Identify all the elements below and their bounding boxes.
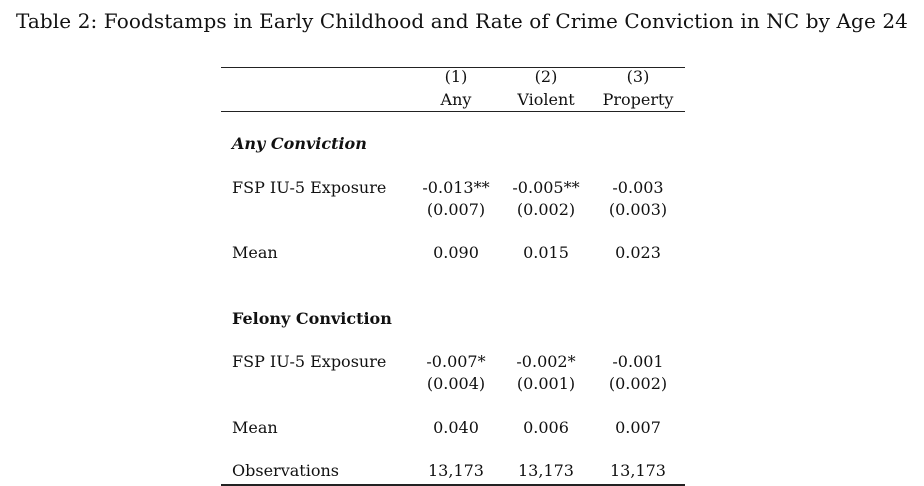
column-number-3: (3) <box>626 67 650 86</box>
mean-cell: 0.090 <box>433 243 479 262</box>
row-label-observations: Observations <box>232 461 339 480</box>
std-error-cell: (0.003) <box>608 200 668 219</box>
coefficient-cell: -0.003 <box>612 178 664 197</box>
std-error-cell: (0.002) <box>608 374 668 393</box>
observations-cell: 13,173 <box>428 461 484 480</box>
row-label-mean: Mean <box>232 418 278 437</box>
coefficient-cell: -0.007* <box>426 352 486 371</box>
column-number-2: (2) <box>534 67 558 86</box>
std-error-cell: (0.007) <box>426 200 486 219</box>
column-name-3: Property <box>602 90 674 109</box>
mean-cell: 0.007 <box>615 418 661 437</box>
mean-cell: 0.040 <box>433 418 479 437</box>
panel-title-felony-conviction: Felony Conviction <box>232 309 392 328</box>
std-error-cell: (0.002) <box>516 200 576 219</box>
coefficient-cell: -0.013** <box>422 178 490 197</box>
mean-cell: 0.015 <box>523 243 569 262</box>
coefficient-cell: -0.002* <box>516 352 576 371</box>
header-rule <box>221 111 685 112</box>
panel-title-any-conviction: Any Conviction <box>232 134 367 153</box>
row-label-exposure: FSP IU-5 Exposure <box>232 352 387 371</box>
mean-cell: 0.023 <box>615 243 661 262</box>
row-label-mean: Mean <box>232 243 278 262</box>
std-error-cell: (0.004) <box>426 374 486 393</box>
row-label-exposure: FSP IU-5 Exposure <box>232 178 387 197</box>
table-caption: Table 2: Foodstamps in Early Childhood and Rate of Crime Conviction in NC by Age 24 <box>15 9 908 33</box>
column-name-1: Any <box>440 90 472 109</box>
column-number-1: (1) <box>444 67 468 86</box>
coefficient-cell: -0.001 <box>612 352 664 371</box>
observations-cell: 13,173 <box>518 461 574 480</box>
std-error-cell: (0.001) <box>516 374 576 393</box>
observations-cell: 13,173 <box>610 461 666 480</box>
mean-cell: 0.006 <box>523 418 569 437</box>
column-name-2: Violent <box>517 90 575 109</box>
coefficient-cell: -0.005** <box>512 178 580 197</box>
